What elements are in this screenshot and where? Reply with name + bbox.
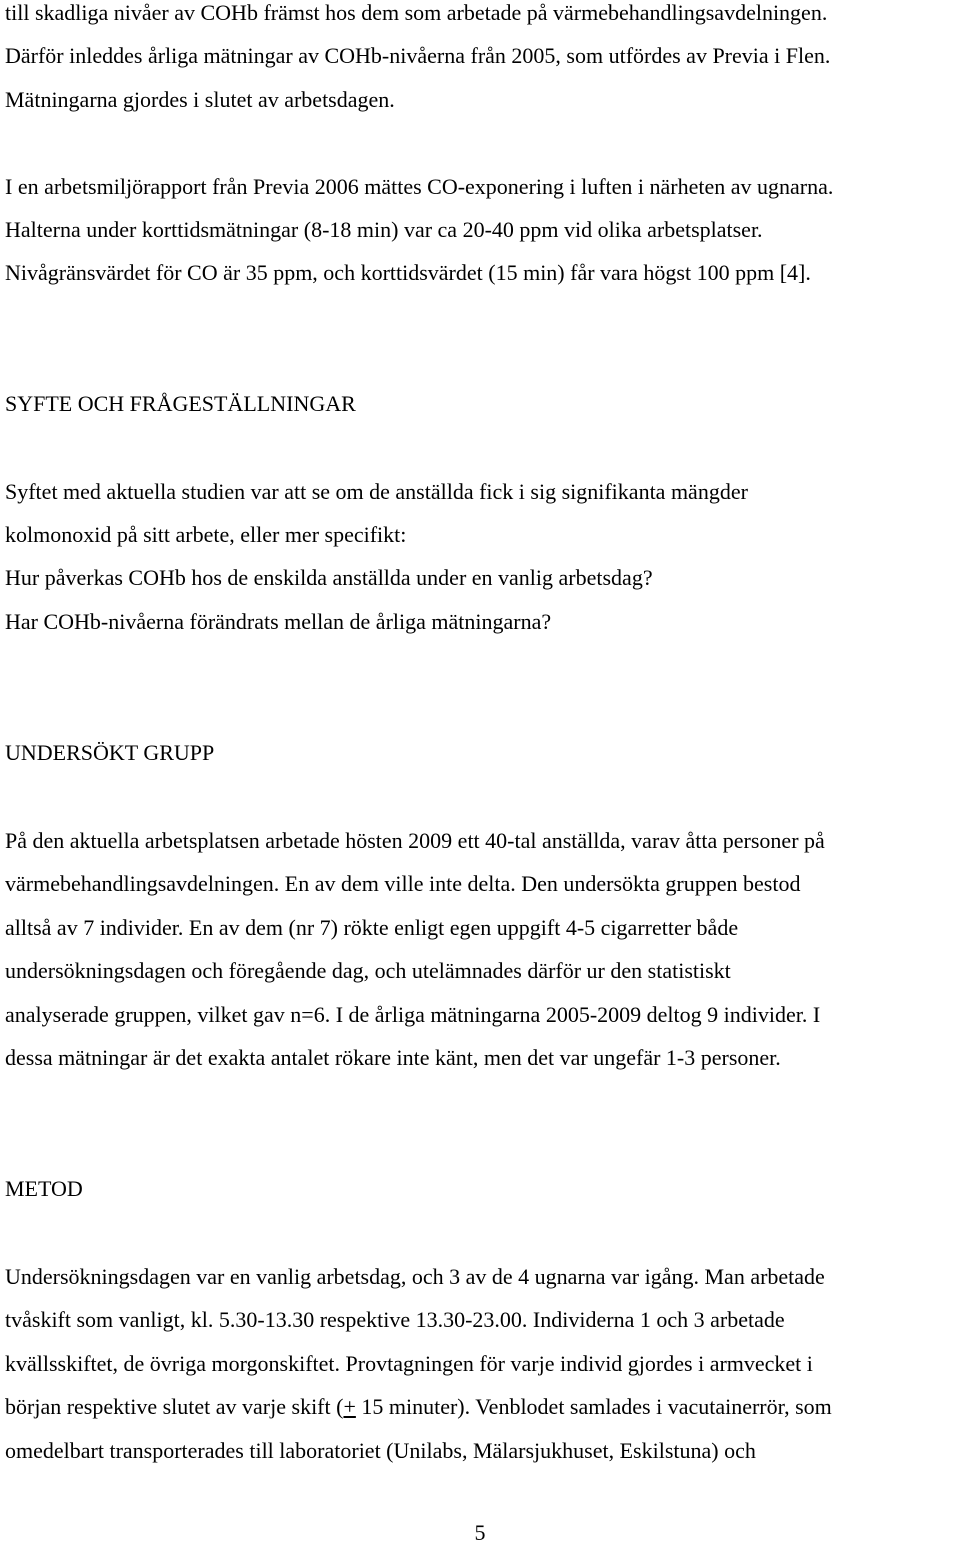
body-text-line: Hur påverkas COHb hos de enskilda anställda under en vanlig arbetsdag? — [5, 565, 653, 590]
body-text-line: Undersökningsdagen var en vanlig arbetsdag, och 3 av de 4 ugnarna var igång. Man arbetade — [5, 1264, 825, 1289]
body-text-line: till skadliga nivåer av COHb främst hos dem som arbetade på värmebehandlingsavdelningen. — [5, 0, 828, 25]
body-text-segment: början respektive slutet av varje skift ( — [5, 1394, 344, 1419]
body-text-line: dessa mätningar är det exakta antalet rökare inte känt, men det var ungefär 1-3 personer. — [5, 1045, 781, 1070]
body-text-line: Mätningarna gjordes i slutet av arbetsdagen. — [5, 87, 395, 112]
section-heading-method: METOD — [5, 1176, 83, 1201]
body-text-line: I en arbetsmiljörapport från Previa 2006 mättes CO-exponering i luften i närheten av ugnarna. — [5, 174, 834, 199]
body-text-segment: 15 minuter). Venblodet samlades i vacutainerrör, som — [355, 1394, 832, 1419]
body-text-line: kolmonoxid på sitt arbete, eller mer specifikt: — [5, 522, 407, 547]
body-text-line: kvällsskiftet, de övriga morgonskiftet. Provtagningen för varje individ gjordes i armvecket i — [5, 1351, 813, 1376]
body-text-line: Syftet med aktuella studien var att se om de anställda fick i sig signifikanta mängder — [5, 479, 748, 504]
body-text-line: Halterna under korttidsmätningar (8-18 min) var ca 20-40 ppm vid olika arbetsplatser. — [5, 217, 763, 242]
plus-minus-symbol: + — [343, 1394, 356, 1419]
body-text-line: Har COHb-nivåerna förändrats mellan de årliga mätningarna? — [5, 609, 552, 634]
section-heading-group: UNDERSÖKT GRUPP — [5, 740, 215, 765]
body-text-line: omedelbart transporterades till laboratoriet (Unilabs, Mälarsjukhuset, Eskilstuna) och — [5, 1438, 756, 1463]
body-text-line: På den aktuella arbetsplatsen arbetade hösten 2009 ett 40-tal anställda, varav åtta personer på — [5, 828, 825, 853]
body-text-line — [5, 1396, 832, 1418]
body-text-line: Därför inleddes årliga mätningar av COHb-nivåerna från 2005, som utfördes av Previa i Flen. — [5, 43, 831, 68]
body-text-line: tvåskift som vanligt, kl. 5.30-13.30 respektive 13.30-23.00. Individerna 1 och 3 arbetade — [5, 1307, 785, 1332]
section-heading-aim: SYFTE OCH FRÅGESTÄLLNINGAR — [5, 391, 356, 416]
body-text-line: alltså av 7 individer. En av dem (nr 7) rökte enligt egen uppgift 4-5 cigarretter både — [5, 915, 739, 940]
page-number: 5 — [474, 1520, 486, 1545]
body-text-line: undersökningsdagen och föregående dag, och utelämnades därför ur den statistiskt — [5, 958, 731, 983]
body-text-line: analyserade gruppen, vilket gav n=6. I de årliga mätningarna 2005-2009 deltog 9 individer. I — [5, 1002, 821, 1027]
body-text-line: Nivågränsvärdet för CO är 35 ppm, och korttidsvärdet (15 min) får vara högst 100 ppm [4]. — [5, 260, 811, 285]
body-text-line: värmebehandlingsavdelningen. En av dem ville inte delta. Den undersökta gruppen bestod — [5, 871, 801, 896]
